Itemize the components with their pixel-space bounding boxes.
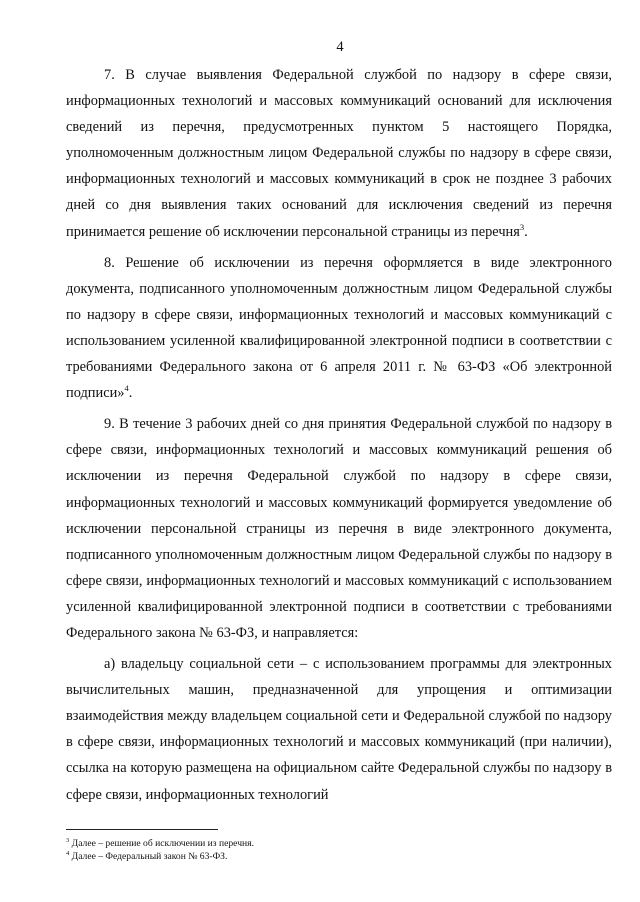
paragraph-9 <box>66 411 612 646</box>
footnote-mark: 4 <box>66 849 70 857</box>
paragraph-text: а) владельцу социальной сети – с использованием программы для электронных вычислительных машин, предназначенной для упрощения и оптимизации взаимодействия между владельцем социальной сети и Федеральной службой по надзору в сфере связи, информационных технологий и массовых коммуникаций (при наличии), ссылка на которую размещена на официальном сайте Федеральной службы по надзору в сфере связи, информационных технологий <box>66 656 612 803</box>
paragraph-7 <box>66 62 612 245</box>
footnote-separator <box>66 829 218 830</box>
footnote-3 <box>66 837 612 850</box>
footnote-4 <box>66 850 612 863</box>
footnote-ref-3: 3 <box>519 221 525 232</box>
paragraph-text: 8. Решение об исключении из перечня оформляется в виде электронного документа, подписанного уполномоченным должностным лицом Федеральной службы по надзору в сфере связи, информационных технологий и массовых коммуникаций с использованием усиленной квалифицированной электронной подписи в соответствии с требованиями Федерального закона от 6 апреля 2011 г. № 63-ФЗ «Об электронной подписи» <box>66 254 612 402</box>
paragraph-tail: . <box>128 385 133 402</box>
footnote-mark: 3 <box>66 836 70 844</box>
document-body <box>66 62 612 808</box>
page-number: 4 <box>336 39 344 55</box>
paragraph-tail: . <box>524 223 528 240</box>
paragraph-text: 9. В течение 3 рабочих дней со дня принятия Федеральной службой по надзору в сфере связи, информационных технологий и массовых коммуникаций решения об исключении из перечня Федеральной службой по надзору в сфере связи, информационных технологий и массовых коммуникаций формируется уведомление об исключении персональной страницы из перечня в виде электронного документа, подписанного уполномоченным должностным лицом Федеральной службы по надзору в сфере связи, информационных технологий и массовых коммуникаций с использованием усиленной квалифицированной электронной подписи в соответствии с требованиями Федерального закона № 63-ФЗ, и направляется: <box>66 416 612 641</box>
paragraph-9a <box>66 651 612 808</box>
paragraph-8 <box>66 250 612 407</box>
footnotes <box>66 837 612 863</box>
footnote-ref-4: 4 <box>124 383 129 394</box>
footnote-text: Далее – Федеральный закон № 63-ФЗ. <box>69 851 228 862</box>
paragraph-text: 7. В случае выявления Федеральной службой по надзору в сфере связи, информационных технологий и массовых коммуникаций оснований для исключения сведений из перечня, предусмотренных пунктом 5 настоящего Порядка, уполномоченным должностным лицом Федеральной службы по надзору в сфере связи, информационных технологий и массовых коммуникаций в срок не позднее 3 рабочих дней со дня выявления таких оснований для исключения сведений из перечня принимается решение об исключении персональной страницы из перечня <box>66 67 612 240</box>
footnote-text: Далее – решение об исключении из перечня. <box>69 838 254 849</box>
